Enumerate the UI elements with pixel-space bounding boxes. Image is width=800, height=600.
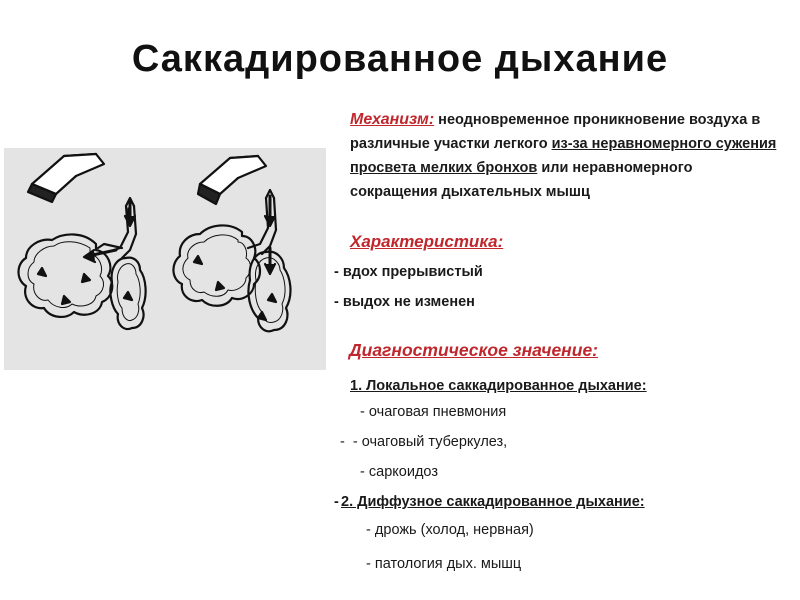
local-item: - саркоидоз [352,464,438,480]
mechanism-label: Механизм: [350,111,435,128]
characteristic-item: - вдох прерывистый [334,264,483,280]
lung-bronchi-illustration [4,148,326,370]
diffuse-item: - дрожь (холод, нервная) [358,522,534,538]
characteristic-item: - выдох не изменен [334,294,475,310]
characteristics-heading: Характеристика: [350,232,504,251]
mechanism-text-3: или неравномерного сокращения дыхательных мышц [350,160,693,200]
local-item: - - очаговый туберкулез, [340,434,508,450]
diffuse-heading: 2. Диффузное саккадированное дыхание: [341,494,645,510]
page-title: Саккадированное дыхание [131,38,669,80]
mechanism-text-underlined-2: просвета мелких бронхов [350,160,538,176]
mechanism-text-1: неодновременное проникновение воздуха в различные участки легкого [350,112,761,152]
mechanism-paragraph [350,108,780,204]
local-item: - очаговая пневмония [352,404,507,420]
diagnostic-heading: Диагностическое значение: [349,340,598,360]
diffuse-prefix: - [334,494,339,510]
diffuse-item: - патология дых. мышц [358,556,522,572]
local-heading: 1. Локальное саккадированное дыхание: [350,378,647,394]
mechanism-text-underlined-1: из-за неравномерного сужения [551,136,777,152]
